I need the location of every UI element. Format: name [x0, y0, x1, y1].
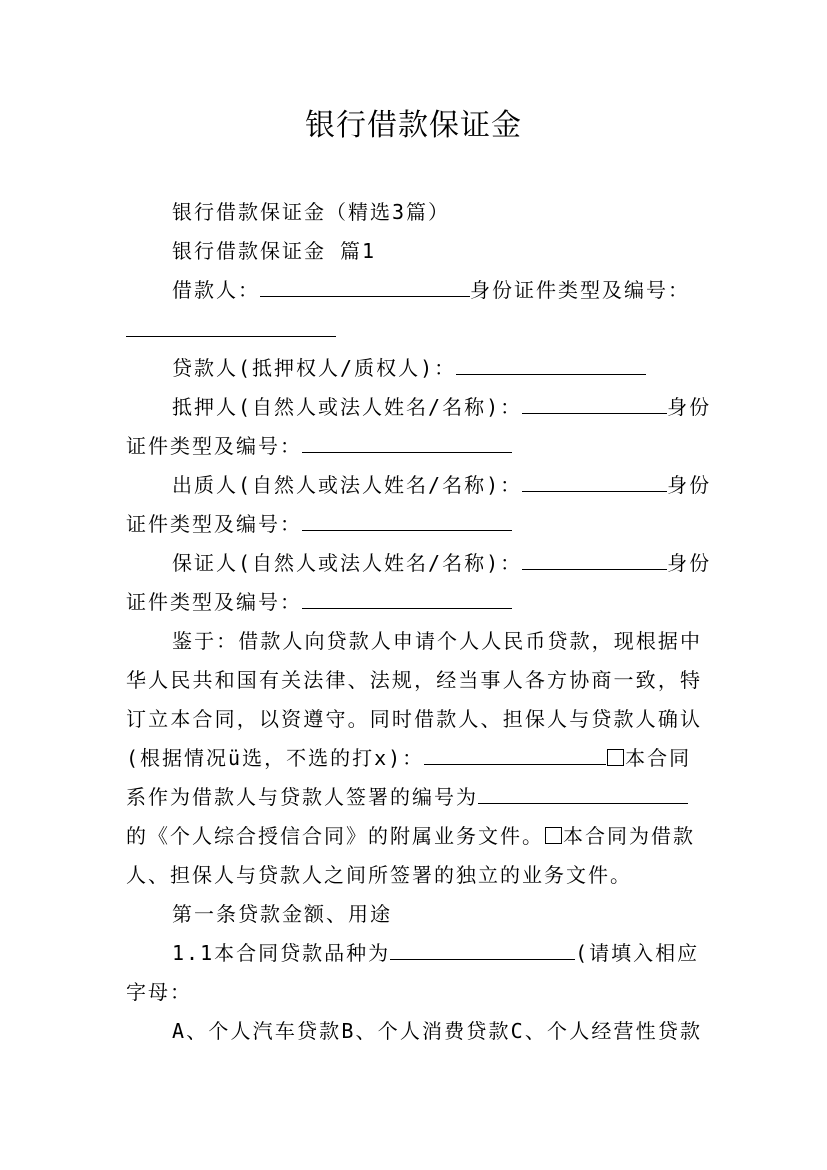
contract-number-blank[interactable]	[478, 785, 688, 804]
borrower-id-blank[interactable]	[126, 318, 336, 337]
selection-blank[interactable]	[424, 746, 606, 765]
loan-options-line: A、个人汽车贷款B、个人消费贷款C、个人经营性贷款	[172, 1019, 700, 1043]
paragraph-line: 订立本合同，以资遵守。同时借款人、担保人与贷款人确认	[126, 707, 700, 731]
mortgagor-label: 抵押人(自然人或法人姓名/名称)：	[172, 395, 523, 419]
lender-label: 贷款人(抵押权人/质权人)：	[172, 356, 457, 380]
guarantor-blank[interactable]	[522, 551, 667, 570]
guarantor-id-type-label: 证件类型及编号：	[126, 590, 302, 614]
borrower-line	[172, 276, 690, 304]
borrower-label: 借款人：	[172, 278, 260, 302]
pledgor-label: 出质人(自然人或法人姓名/名称)：	[172, 473, 523, 497]
article-heading: 第一条贷款金额、用途	[172, 902, 392, 926]
guarantor-line	[172, 549, 711, 577]
mortgagor-line	[172, 393, 711, 421]
guarantor-label: 保证人(自然人或法人姓名/名称)：	[172, 551, 523, 575]
pledgor-id-line	[126, 510, 512, 538]
option-2-text: 本合同为借款	[563, 824, 695, 848]
guarantor-id-blank[interactable]	[302, 590, 512, 609]
borrower-id-line	[126, 316, 336, 344]
lender-line	[172, 354, 646, 382]
clause-line	[172, 939, 699, 967]
mortgagor-blank[interactable]	[522, 395, 667, 414]
loan-type-label: 1.1本合同贷款品种为	[172, 941, 391, 965]
checkbox-2[interactable]	[545, 827, 562, 844]
paragraph-line: 人、担保人与贷款人之间所签署的独立的业务文件。	[126, 863, 632, 887]
document-title: 银行借款保证金	[305, 108, 522, 143]
clause-line: 字母：	[126, 980, 192, 1004]
selection-note: (根据情况ü选，不选的打x)：	[126, 746, 425, 770]
loan-type-blank[interactable]	[390, 941, 575, 960]
paragraph-line: 华人民共和国有关法律、法规，经当事人各方协商一致，特	[126, 668, 700, 692]
guarantor-id-label: 身份	[667, 551, 712, 575]
mortgagor-id-line	[126, 432, 512, 460]
mortgagor-id-type-label: 证件类型及编号：	[126, 434, 302, 458]
paragraph-line: 鉴于：借款人向贷款人申请个人人民币贷款，现根据中	[172, 629, 700, 653]
mortgagor-id-blank[interactable]	[302, 434, 512, 453]
borrower-blank[interactable]	[260, 278, 470, 297]
checkbox-1[interactable]	[607, 749, 624, 766]
paragraph-line	[126, 744, 691, 772]
mortgagor-id-label: 身份	[667, 395, 712, 419]
section-heading: 银行借款保证金 篇1	[172, 239, 377, 263]
contract-ref-text: 的《个人综合授信合同》的附属业务文件。	[126, 824, 544, 848]
id-type-label: 身份证件类型及编号：	[470, 278, 690, 302]
loan-type-note: (请填入相应	[575, 941, 700, 965]
pledgor-line	[172, 471, 711, 499]
subtitle-line: 银行借款保证金（精选3篇）	[172, 200, 451, 224]
guarantor-id-line	[126, 588, 512, 616]
pledgor-id-type-label: 证件类型及编号：	[126, 512, 302, 536]
paragraph-line	[126, 783, 688, 811]
pledgor-id-label: 身份	[667, 473, 712, 497]
lender-blank[interactable]	[456, 356, 646, 375]
option-1-text: 本合同	[625, 746, 692, 770]
contract-number-label: 系作为借款人与贷款人签署的编号为	[126, 785, 478, 809]
paragraph-line	[126, 822, 695, 850]
pledgor-id-blank[interactable]	[302, 512, 512, 531]
pledgor-blank[interactable]	[522, 473, 667, 492]
